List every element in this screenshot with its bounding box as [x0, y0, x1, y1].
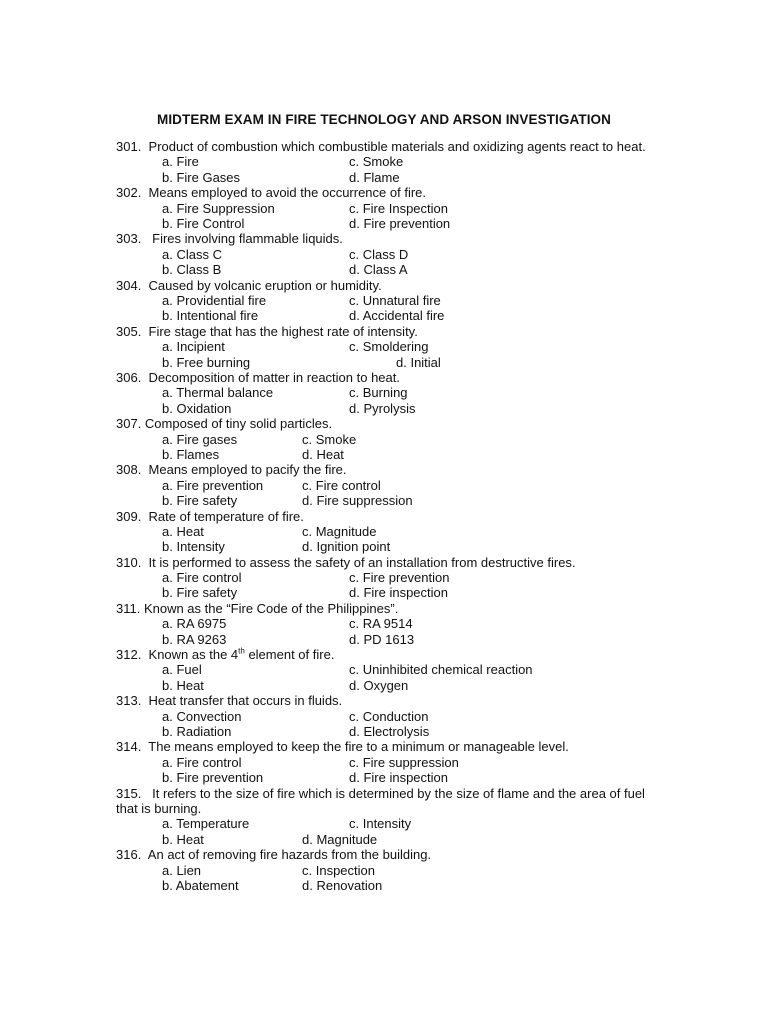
option-d: d. Pyrolysis	[349, 400, 416, 416]
option-d: d. Magnitude	[302, 831, 378, 847]
option-b: b. Fire safety	[162, 585, 238, 601]
option-b: b. Heat	[162, 677, 204, 693]
option-d: d. Fire prevention	[349, 215, 451, 231]
option-c: c. Smoldering	[349, 339, 429, 355]
option-a: a. Thermal balance	[162, 385, 274, 401]
option-b: b. Class B	[162, 262, 222, 278]
option-d: d. Ignition point	[302, 539, 391, 555]
question-stem: 316. An act of removing fire hazards from the building.	[116, 847, 432, 863]
option-row	[116, 816, 656, 831]
option-b: b. Fire Control	[162, 215, 245, 231]
question-304	[116, 278, 656, 324]
question-stem: 309. Rate of temperature of fire.	[116, 508, 304, 524]
option-a: a. Fire Suppression	[162, 200, 275, 216]
option-row	[116, 524, 656, 539]
option-b: b. Free burning	[162, 354, 251, 370]
option-c: c. Smoke	[349, 154, 404, 170]
option-d: d. Fire inspection	[349, 585, 448, 601]
option-a: a. Fire control	[162, 570, 242, 586]
option-a: a. Class C	[162, 246, 222, 262]
option-a: a. Fire gases	[162, 431, 238, 447]
stem-text: element of fire.	[244, 647, 335, 663]
stem-text: 312. Known as the 4	[116, 647, 239, 663]
question-stem: 305. Fire stage that has the highest rate of intensity.	[116, 323, 418, 339]
question-309	[116, 509, 656, 555]
question-316	[116, 847, 656, 893]
option-b: b. RA 9263	[162, 631, 227, 647]
option-row	[116, 709, 656, 724]
option-row	[116, 678, 656, 693]
option-a: a. Fire control	[162, 754, 242, 770]
option-c: c. Magnitude	[302, 523, 377, 539]
question-312	[116, 647, 656, 693]
option-b: b. Fire prevention	[162, 770, 264, 786]
exam-title: MIDTERM EXAM IN FIRE TECHNOLOGY AND ARSON INVESTIGATION	[156, 112, 611, 127]
option-row	[116, 216, 656, 231]
question-stem: 303. Fires involving flammable liquids.	[116, 231, 343, 247]
option-d: d. Heat	[302, 446, 344, 462]
question-301	[116, 139, 656, 185]
option-row	[116, 247, 656, 262]
option-b: b. Intentional fire	[162, 308, 259, 324]
question-305	[116, 324, 656, 370]
option-row	[116, 308, 656, 323]
option-c: c. Unnatural fire	[349, 292, 441, 308]
option-d: d. Renovation	[302, 878, 383, 894]
option-a: a. RA 6975	[162, 616, 227, 632]
option-a: a. Fire	[162, 154, 199, 170]
question-stem: 315. It refers to the size of fire which is determined by the size of flame and the area of fuel that is burning.	[116, 785, 649, 817]
option-a: a. Temperature	[162, 816, 250, 832]
option-b: b. Radiation	[162, 724, 232, 740]
option-b: b. Heat	[162, 831, 204, 847]
option-row	[116, 385, 656, 400]
option-row	[116, 770, 656, 785]
option-a: a. Fire prevention	[162, 477, 264, 493]
option-b: b. Intensity	[162, 539, 225, 555]
option-row	[116, 724, 656, 739]
option-a: a. Lien	[162, 862, 202, 878]
option-d: d. Oxygen	[349, 677, 409, 693]
option-d: d. Accidental fire	[349, 308, 445, 324]
option-c: c. Fire suppression	[349, 754, 459, 770]
option-row	[116, 201, 656, 216]
question-stem: 308. Means employed to pacify the fire.	[116, 462, 347, 478]
option-row	[116, 339, 656, 354]
option-c: c. Fire control	[302, 477, 381, 493]
option-row	[116, 401, 656, 416]
option-row	[116, 154, 656, 169]
option-a: a. Heat	[162, 523, 204, 539]
question-stem: 304. Caused by volcanic eruption or humidity.	[116, 277, 382, 293]
question-stem: 311. Known as the “Fire Code of the Philippines”.	[116, 600, 399, 616]
question-stem: 302. Means employed to avoid the occurrence of fire.	[116, 185, 427, 201]
option-d: d. Fire suppression	[302, 493, 413, 509]
option-b: b. Fire Gases	[162, 169, 241, 185]
option-c: c. Smoke	[302, 431, 357, 447]
option-row	[116, 878, 656, 893]
option-c: c. Inspection	[302, 862, 375, 878]
question-list	[116, 139, 656, 893]
option-row	[116, 293, 656, 308]
option-a: a. Providential fire	[162, 292, 267, 308]
question-310	[116, 555, 656, 601]
option-d: d. Fire inspection	[349, 770, 448, 786]
option-row	[116, 478, 656, 493]
question-306	[116, 370, 656, 416]
question-302	[116, 185, 656, 231]
option-c: c. Fire Inspection	[349, 200, 448, 216]
option-c: c. Burning	[349, 385, 408, 401]
option-row	[116, 447, 656, 462]
question-311	[116, 601, 656, 647]
option-row	[116, 355, 656, 370]
option-b: b. Fire safety	[162, 493, 238, 509]
option-row	[116, 616, 656, 631]
option-c: c. Class D	[349, 246, 409, 262]
question-stem: 310. It is performed to assess the safety of an installation from destructive fires.	[116, 554, 576, 570]
option-row	[116, 662, 656, 677]
option-row	[116, 863, 656, 878]
option-row	[116, 262, 656, 277]
question-315	[116, 786, 656, 848]
option-c: c. Uninhibited chemical reaction	[349, 662, 533, 678]
question-stem: 314. The means employed to keep the fire to a minimum or manageable level.	[116, 739, 569, 755]
option-b: b. Flames	[162, 446, 220, 462]
question-303	[116, 231, 656, 277]
question-stem	[116, 647, 656, 662]
option-b: b. Abatement	[162, 878, 239, 894]
option-row	[116, 570, 656, 585]
question-stem: 301. Product of combustion which combustible materials and oxidizing agents react to heat.	[116, 139, 646, 154]
option-row	[116, 170, 656, 185]
question-307	[116, 416, 656, 462]
option-row	[116, 632, 656, 647]
question-313	[116, 693, 656, 739]
option-c: c. Fire prevention	[349, 570, 450, 586]
option-d: d. Flame	[349, 169, 400, 185]
stem-superscript: th	[238, 646, 245, 656]
option-a: a. Incipient	[162, 339, 225, 355]
question-stem: 306. Decomposition of matter in reaction to heat.	[116, 369, 400, 385]
option-c: c. Intensity	[349, 816, 412, 832]
option-b: b. Oxidation	[162, 400, 232, 416]
option-row	[116, 539, 656, 554]
option-c: c. RA 9514	[349, 616, 413, 632]
question-308	[116, 462, 656, 508]
option-row	[116, 585, 656, 600]
option-a: a. Convection	[162, 708, 242, 724]
question-314	[116, 739, 656, 785]
option-d: d. Electrolysis	[349, 724, 430, 740]
question-stem: 313. Heat transfer that occurs in fluids.	[116, 693, 343, 709]
option-row	[116, 832, 656, 847]
question-stem: 307. Composed of tiny solid particles.	[116, 416, 333, 432]
option-d: d. Initial	[396, 354, 441, 370]
option-row	[116, 755, 656, 770]
option-row	[116, 432, 656, 447]
option-d: d. PD 1613	[349, 631, 415, 647]
option-a: a. Fuel	[162, 662, 202, 678]
option-d: d. Class A	[349, 262, 408, 278]
option-row	[116, 493, 656, 508]
option-c: c. Conduction	[349, 708, 429, 724]
